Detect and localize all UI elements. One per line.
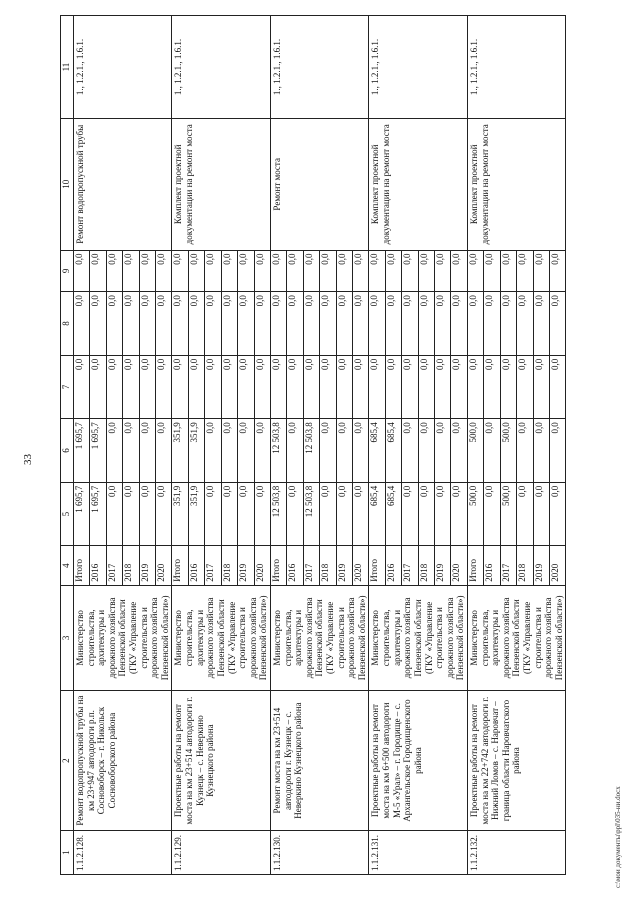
amount-cell: 0,0 <box>287 482 303 546</box>
year-cell: Итого <box>270 546 286 585</box>
amount-cell: 685,4 <box>369 419 385 483</box>
amount-cell: 0,0 <box>517 292 533 356</box>
amount-cell: 0,0 <box>533 250 549 292</box>
indicator-links: 1., 1.2.1., 1.6.1. <box>467 16 565 119</box>
amount-cell: 0,0 <box>205 355 221 419</box>
measure-executor: Министерство строительства, архитектуры и дорожного хозяйства Пензенской области (ГКУ «Управление строительства и дорожного хозяйства Пензенской области») <box>467 585 565 690</box>
amount-cell: 0,0 <box>238 419 254 483</box>
measure-executor: Министерство строительства, архитектуры и дорожного хозяйства Пензенской области (ГКУ «Управление строительства и дорожного хозяйства Пензенской области») <box>172 585 270 690</box>
amount-cell: 0,0 <box>123 292 139 356</box>
year-cell: 2018 <box>123 546 139 585</box>
amount-cell: 0,0 <box>320 482 336 546</box>
year-cell: 2016 <box>287 546 303 585</box>
expected-result: Ремонт водопропускной трубы <box>74 119 172 250</box>
amount-cell: 0,0 <box>517 419 533 483</box>
column-number-header: 1 <box>61 831 74 875</box>
amount-cell: 0,0 <box>484 250 500 292</box>
amount-cell: 0,0 <box>287 292 303 356</box>
amount-cell: 0,0 <box>451 482 467 546</box>
amount-cell: 0,0 <box>467 292 483 356</box>
amount-cell: 0,0 <box>418 292 434 356</box>
amount-cell: 0,0 <box>385 355 401 419</box>
expected-result: Комплект проектной документации на ремонт моста <box>467 119 565 250</box>
amount-cell: 0,0 <box>139 292 155 356</box>
year-cell: 2016 <box>90 546 106 585</box>
measure-name: Проектные работы на ремонт моста на км 6+500 автодороги М-5 «Урал» – г. Городище – с. Архангельское Городищенского района <box>369 690 467 830</box>
amount-cell: 0,0 <box>451 250 467 292</box>
amount-cell: 0,0 <box>549 250 565 292</box>
year-cell: 2016 <box>188 546 204 585</box>
year-cell: 2020 <box>451 546 467 585</box>
amount-cell: 0,0 <box>353 250 369 292</box>
amount-cell: 0,0 <box>451 355 467 419</box>
indicator-links: 1., 1.2.1., 1.6.1. <box>369 16 467 119</box>
amount-cell: 0,0 <box>336 419 352 483</box>
amount-cell: 0,0 <box>238 292 254 356</box>
amount-cell: 0,0 <box>139 355 155 419</box>
amount-cell: 0,0 <box>336 250 352 292</box>
amount-cell: 0,0 <box>270 292 286 356</box>
amount-cell: 0,0 <box>205 250 221 292</box>
amount-cell: 0,0 <box>353 482 369 546</box>
year-cell: 2017 <box>402 546 418 585</box>
amount-cell: 0,0 <box>435 292 451 356</box>
amount-cell: 0,0 <box>270 250 286 292</box>
column-number-header: 7 <box>61 355 74 419</box>
header-row <box>61 16 74 875</box>
amount-cell: 0,0 <box>402 292 418 356</box>
column-number-header: 3 <box>61 585 74 690</box>
amount-cell: 12 503,8 <box>270 482 286 546</box>
amount-cell: 0,0 <box>90 355 106 419</box>
year-cell: 2019 <box>139 546 155 585</box>
amount-cell: 685,4 <box>385 482 401 546</box>
amount-cell: 0,0 <box>106 355 122 419</box>
amount-cell: 0,0 <box>500 355 516 419</box>
year-cell: 2019 <box>435 546 451 585</box>
indicator-links: 1., 1.2.1., 1.6.1. <box>270 16 368 119</box>
amount-cell: 0,0 <box>106 419 122 483</box>
amount-cell: 0,0 <box>221 292 237 356</box>
measure-executor: Министерство строительства, архитектуры и дорожного хозяйства Пензенской области (ГКУ «Управление строительства и дорожного хозяйства Пензенской области») <box>369 585 467 690</box>
amount-cell: 0,0 <box>353 292 369 356</box>
amount-cell: 0,0 <box>369 250 385 292</box>
column-number-header: 4 <box>61 546 74 585</box>
measure-code: 1.1.2.128. <box>74 831 172 875</box>
year-cell: 2019 <box>336 546 352 585</box>
amount-cell: 0,0 <box>303 292 319 356</box>
table-row <box>172 16 188 875</box>
amount-cell: 0,0 <box>402 482 418 546</box>
year-cell: Итого <box>74 546 90 585</box>
amount-cell: 0,0 <box>500 292 516 356</box>
year-cell: 2020 <box>353 546 369 585</box>
column-number-header: 6 <box>61 419 74 483</box>
amount-cell: 0,0 <box>172 250 188 292</box>
amount-cell: 0,0 <box>353 355 369 419</box>
year-cell: 2016 <box>385 546 401 585</box>
amount-cell: 0,0 <box>287 355 303 419</box>
column-number-header: 2 <box>61 690 74 830</box>
amount-cell: 0,0 <box>320 292 336 356</box>
amount-cell: 0,0 <box>188 250 204 292</box>
amount-cell: 0,0 <box>254 419 270 483</box>
amount-cell: 0,0 <box>156 250 172 292</box>
amount-cell: 0,0 <box>385 292 401 356</box>
year-cell: 2017 <box>500 546 516 585</box>
measure-name: Ремонт моста на км 23+514 автодороги г. Кузнецк – с. Неверкино Кузнецкого района <box>270 690 368 830</box>
expected-result: Ремонт моста <box>270 119 368 250</box>
amount-cell: 0,0 <box>353 419 369 483</box>
amount-cell: 0,0 <box>172 292 188 356</box>
amount-cell: 0,0 <box>418 250 434 292</box>
amount-cell: 500,0 <box>467 419 483 483</box>
amount-cell: 0,0 <box>336 292 352 356</box>
amount-cell: 0,0 <box>156 292 172 356</box>
amount-cell: 0,0 <box>484 419 500 483</box>
amount-cell: 0,0 <box>533 482 549 546</box>
amount-cell: 0,0 <box>385 250 401 292</box>
amount-cell: 12 503,8 <box>270 419 286 483</box>
amount-cell: 0,0 <box>221 355 237 419</box>
year-cell: 2020 <box>156 546 172 585</box>
amount-cell: 1 695,7 <box>90 482 106 546</box>
amount-cell: 0,0 <box>74 292 90 356</box>
amount-cell: 0,0 <box>139 419 155 483</box>
amount-cell: 0,0 <box>369 292 385 356</box>
amount-cell: 0,0 <box>238 482 254 546</box>
year-cell: 2018 <box>221 546 237 585</box>
amount-cell: 0,0 <box>418 482 434 546</box>
amount-cell: 0,0 <box>139 250 155 292</box>
amount-cell: 0,0 <box>467 355 483 419</box>
amount-cell: 0,0 <box>320 355 336 419</box>
year-cell: Итого <box>369 546 385 585</box>
amount-cell: 0,0 <box>336 355 352 419</box>
table-row <box>369 16 385 875</box>
measure-name: Проектные работы на ремонт моста на км 23+514 автодороги г. Кузнецк – с. Неверкино Кузнецкого района <box>172 690 270 830</box>
amount-cell: 0,0 <box>484 292 500 356</box>
measure-executor: Министерство строительства, архитектуры и дорожного хозяйства Пензенской области (ГКУ «Управление строительства и дорожного хозяйства Пензенской области») <box>270 585 368 690</box>
amount-cell: 0,0 <box>156 419 172 483</box>
amount-cell: 0,0 <box>123 355 139 419</box>
column-number-header: 11 <box>61 16 74 119</box>
amount-cell: 0,0 <box>320 419 336 483</box>
year-cell: 2019 <box>533 546 549 585</box>
column-number-header: 9 <box>61 250 74 292</box>
amount-cell: 500,0 <box>467 482 483 546</box>
amount-cell: 0,0 <box>533 419 549 483</box>
amount-cell: 0,0 <box>106 250 122 292</box>
year-cell: 2018 <box>517 546 533 585</box>
amount-cell: 0,0 <box>369 355 385 419</box>
year-cell: 2019 <box>238 546 254 585</box>
amount-cell: 0,0 <box>188 355 204 419</box>
amount-cell: 0,0 <box>402 250 418 292</box>
amount-cell: 0,0 <box>188 292 204 356</box>
amount-cell: 0,0 <box>205 482 221 546</box>
indicator-links: 1., 1.2.1., 1.6.1. <box>172 16 270 119</box>
measure-code: 1.1.2.132. <box>467 831 565 875</box>
amount-cell: 0,0 <box>320 250 336 292</box>
amount-cell: 0,0 <box>123 250 139 292</box>
amount-cell: 0,0 <box>303 355 319 419</box>
amount-cell: 0,0 <box>123 482 139 546</box>
year-cell: 2018 <box>418 546 434 585</box>
amount-cell: 0,0 <box>402 355 418 419</box>
table-row <box>467 16 483 875</box>
amount-cell: 0,0 <box>467 250 483 292</box>
amount-cell: 0,0 <box>435 250 451 292</box>
amount-cell: 351,9 <box>188 419 204 483</box>
amount-cell: 1 695,7 <box>90 419 106 483</box>
amount-cell: 0,0 <box>156 482 172 546</box>
measure-executor: Министерство строительства, архитектуры и дорожного хозяйства Пензенской области (ГКУ «Управление строительства и дорожного хозяйства Пензенской области») <box>74 585 172 690</box>
measure-code: 1.1.2.131. <box>369 831 467 875</box>
measure-code: 1.1.2.130. <box>270 831 368 875</box>
amount-cell: 0,0 <box>517 250 533 292</box>
amount-cell: 0,0 <box>500 250 516 292</box>
year-cell: Итого <box>467 546 483 585</box>
amount-cell: 1 695,7 <box>74 482 90 546</box>
table-row <box>270 16 286 875</box>
amount-cell: 0,0 <box>451 419 467 483</box>
program-measures-table <box>60 15 566 875</box>
amount-cell: 351,9 <box>188 482 204 546</box>
rotated-table-container <box>60 15 605 875</box>
amount-cell: 0,0 <box>549 292 565 356</box>
amount-cell: 12 503,8 <box>303 419 319 483</box>
amount-cell: 0,0 <box>484 482 500 546</box>
amount-cell: 0,0 <box>418 355 434 419</box>
year-cell: 2016 <box>484 546 500 585</box>
column-number-header: 10 <box>61 119 74 250</box>
amount-cell: 0,0 <box>90 292 106 356</box>
amount-cell: 0,0 <box>205 419 221 483</box>
amount-cell: 1 695,7 <box>74 419 90 483</box>
amount-cell: 500,0 <box>500 482 516 546</box>
amount-cell: 0,0 <box>90 250 106 292</box>
amount-cell: 0,0 <box>517 355 533 419</box>
column-number-header: 5 <box>61 482 74 546</box>
amount-cell: 0,0 <box>254 250 270 292</box>
amount-cell: 0,0 <box>221 482 237 546</box>
amount-cell: 0,0 <box>106 482 122 546</box>
year-cell: 2018 <box>320 546 336 585</box>
amount-cell: 0,0 <box>549 419 565 483</box>
expected-result: Комплект проектной документации на ремонт моста <box>369 119 467 250</box>
measure-name: Ремонт водопропускной трубы на км 23+947 автодороги р.п. Сосновоборск – г. Никольск Сосновоборского района <box>74 690 172 830</box>
amount-cell: 0,0 <box>402 419 418 483</box>
amount-cell: 0,0 <box>533 292 549 356</box>
amount-cell: 685,4 <box>369 482 385 546</box>
year-cell: 2017 <box>303 546 319 585</box>
year-cell: 2020 <box>254 546 270 585</box>
amount-cell: 0,0 <box>254 355 270 419</box>
amount-cell: 685,4 <box>385 419 401 483</box>
amount-cell: 0,0 <box>74 250 90 292</box>
amount-cell: 0,0 <box>517 482 533 546</box>
year-cell: Итого <box>172 546 188 585</box>
amount-cell: 0,0 <box>336 482 352 546</box>
amount-cell: 0,0 <box>172 355 188 419</box>
amount-cell: 351,9 <box>172 419 188 483</box>
table-row <box>74 16 90 875</box>
amount-cell: 0,0 <box>205 292 221 356</box>
amount-cell: 0,0 <box>451 292 467 356</box>
amount-cell: 0,0 <box>123 419 139 483</box>
amount-cell: 0,0 <box>533 355 549 419</box>
amount-cell: 351,9 <box>172 482 188 546</box>
measure-code: 1.1.2.129. <box>172 831 270 875</box>
footer-file-path: c:\мои документы\ppl\035-ни.docx <box>614 786 622 888</box>
amount-cell: 500,0 <box>500 419 516 483</box>
year-cell: 2017 <box>106 546 122 585</box>
amount-cell: 0,0 <box>238 250 254 292</box>
amount-cell: 0,0 <box>549 482 565 546</box>
amount-cell: 0,0 <box>303 250 319 292</box>
expected-result: Комплект проектной документации на ремонт моста <box>172 119 270 250</box>
amount-cell: 0,0 <box>435 419 451 483</box>
amount-cell: 0,0 <box>270 355 286 419</box>
measure-name: Проектные работы на ремонт моста на км 22+742 автодороги г. Нижний Ломов – с. Наровчат – граница области Наровчатского района <box>467 690 565 830</box>
amount-cell: 0,0 <box>484 355 500 419</box>
amount-cell: 0,0 <box>221 250 237 292</box>
amount-cell: 0,0 <box>435 482 451 546</box>
amount-cell: 0,0 <box>74 355 90 419</box>
amount-cell: 0,0 <box>156 355 172 419</box>
amount-cell: 12 503,8 <box>303 482 319 546</box>
amount-cell: 0,0 <box>549 355 565 419</box>
year-cell: 2020 <box>549 546 565 585</box>
indicator-links: 1., 1.2.1., 1.6.1. <box>74 16 172 119</box>
amount-cell: 0,0 <box>254 292 270 356</box>
amount-cell: 0,0 <box>287 419 303 483</box>
column-number-header: 8 <box>61 292 74 356</box>
table-body <box>74 16 566 875</box>
amount-cell: 0,0 <box>238 355 254 419</box>
amount-cell: 0,0 <box>418 419 434 483</box>
amount-cell: 0,0 <box>435 355 451 419</box>
year-cell: 2017 <box>205 546 221 585</box>
amount-cell: 0,0 <box>106 292 122 356</box>
amount-cell: 0,0 <box>221 419 237 483</box>
amount-cell: 0,0 <box>254 482 270 546</box>
amount-cell: 0,0 <box>287 250 303 292</box>
page-number: 33 <box>22 454 34 465</box>
amount-cell: 0,0 <box>139 482 155 546</box>
